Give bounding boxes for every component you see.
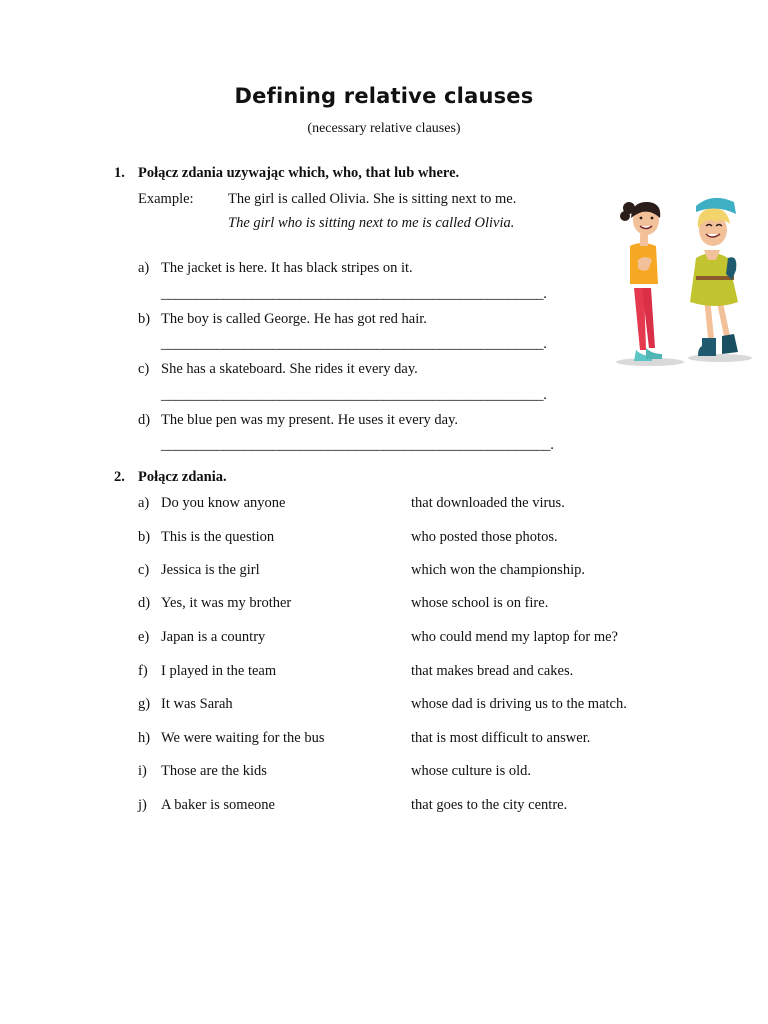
answer-line[interactable]: _______________________________________________________. — [161, 387, 547, 403]
answer-line[interactable]: _______________________________________________________. — [161, 336, 547, 352]
item-text: The jacket is here. It has black stripes on it. — [161, 260, 413, 276]
exercise-1-instruction: Połącz zdania uzywając which, who, that lub where. — [138, 165, 460, 181]
match-right: which won the championship. — [411, 562, 585, 578]
page-subtitle: (necessary relative clauses) — [307, 121, 461, 136]
match-left: We were waiting for the bus — [161, 730, 325, 746]
item-letter: g) — [138, 696, 151, 712]
item-letter: a) — [138, 260, 150, 276]
match-left: I played in the team — [161, 663, 277, 679]
match-left: Those are the kids — [161, 763, 267, 779]
item-letter: d) — [138, 412, 151, 428]
item-letter: b) — [138, 311, 151, 327]
item-letter: c) — [138, 562, 150, 578]
item-letter: f) — [138, 663, 148, 679]
item-letter: i) — [138, 763, 147, 779]
match-left: Yes, it was my brother — [161, 595, 292, 611]
match-right: that is most difficult to answer. — [411, 730, 591, 746]
item-text: The blue pen was my present. He uses it every day. — [161, 412, 459, 428]
example-label: Example: — [138, 191, 194, 207]
page-title: Defining relative clauses — [234, 84, 534, 108]
item-letter: h) — [138, 730, 151, 746]
answer-line[interactable]: _______________________________________________________. — [161, 286, 547, 302]
item-letter: c) — [138, 361, 150, 377]
match-left: Do you know anyone — [161, 495, 286, 511]
item-letter: b) — [138, 529, 151, 545]
match-right: who posted those photos. — [411, 529, 558, 545]
item-text: She has a skateboard. She rides it every day. — [161, 361, 418, 377]
match-right: that makes bread and cakes. — [411, 663, 574, 679]
exercise-2-number: 2. — [114, 469, 125, 485]
match-right: that goes to the city centre. — [411, 797, 568, 813]
match-right: whose dad is driving us to the match. — [411, 696, 627, 712]
example-sentence: The girl is called Olivia. She is sitting next to me. — [228, 191, 517, 207]
match-right: whose school is on fire. — [411, 595, 549, 611]
exercise-2-instruction: Połącz zdania. — [138, 469, 227, 485]
item-letter: d) — [138, 595, 151, 611]
item-letter: a) — [138, 495, 150, 511]
match-left: A baker is someone — [161, 797, 275, 813]
match-left: Japan is a country — [161, 629, 266, 645]
match-right: who could mend my laptop for me? — [411, 629, 618, 645]
match-left: It was Sarah — [161, 696, 233, 712]
item-text: The boy is called George. He has got red hair. — [161, 311, 427, 327]
exercise-1-number: 1. — [114, 165, 125, 181]
two-girls-illustration-icon — [612, 188, 757, 368]
match-left: This is the question — [161, 529, 275, 545]
item-letter: e) — [138, 629, 150, 645]
answer-line[interactable]: ________________________________________________________. — [161, 437, 554, 453]
item-letter: j) — [138, 797, 147, 813]
match-right: whose culture is old. — [411, 763, 532, 779]
example-answer: The girl who is sitting next to me is called Olivia. — [228, 215, 515, 231]
match-right: that downloaded the virus. — [411, 495, 565, 511]
match-left: Jessica is the girl — [161, 562, 260, 578]
